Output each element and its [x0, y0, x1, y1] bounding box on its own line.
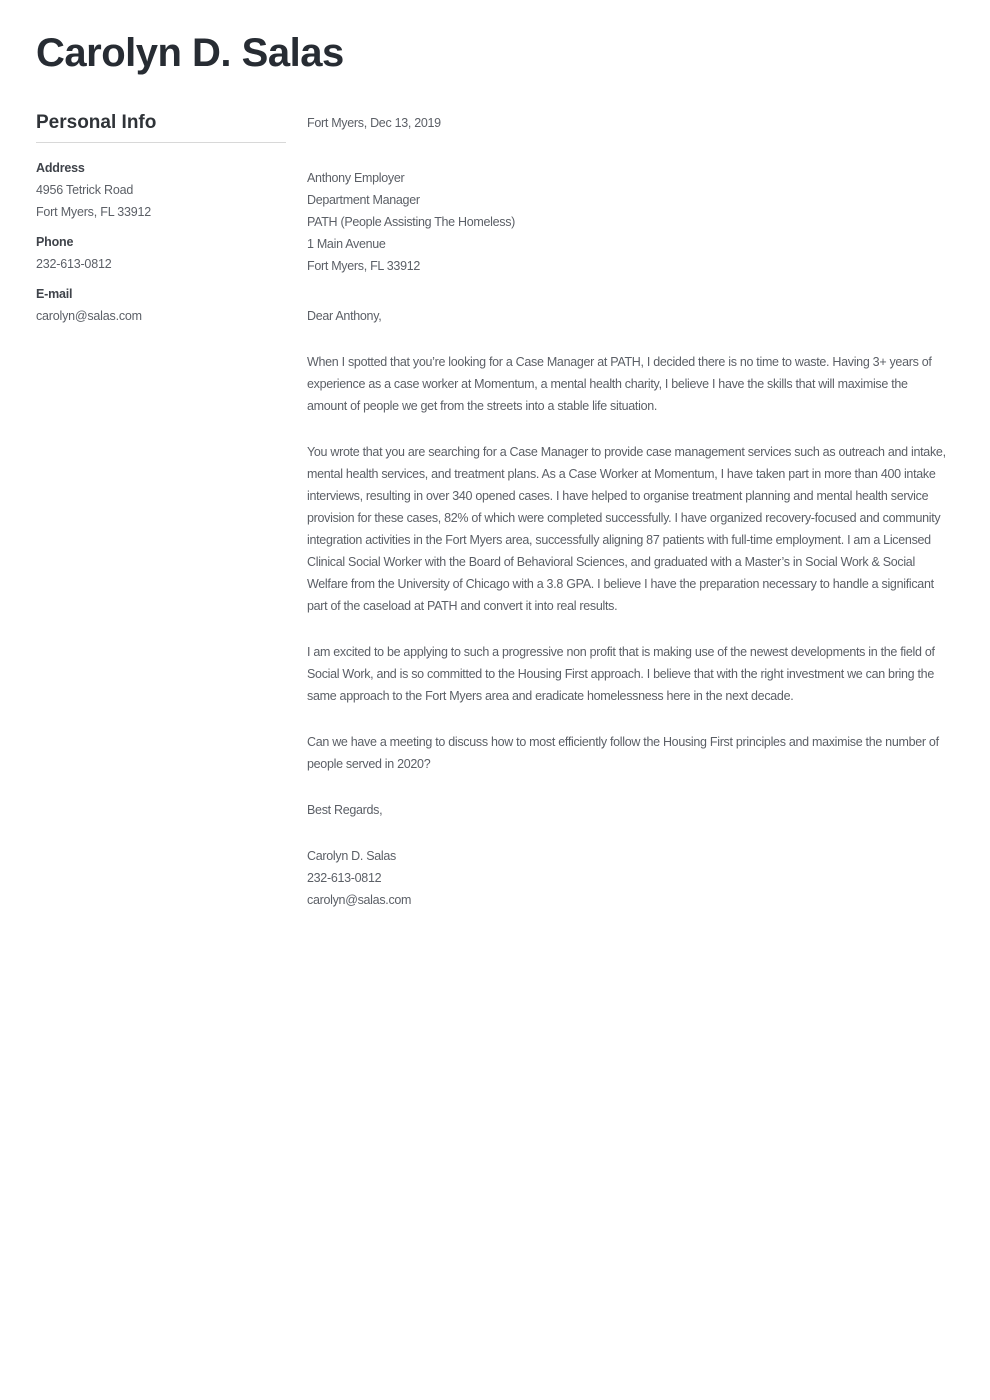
letter-date: Fort Myers, Dec 13, 2019 [307, 116, 441, 130]
recipient-name: Anthony Employer [307, 171, 405, 185]
signature-name: Carolyn D. Salas [307, 849, 396, 863]
signature-phone: 232-613-0812 [307, 871, 382, 885]
letter-body [307, 112, 950, 911]
recipient-company: PATH (People Assisting The Homeless) [307, 215, 516, 229]
phone-label: Phone [36, 235, 74, 249]
address-line-1: 4956 Tetrick Road [36, 183, 134, 197]
recipient-title: Department Manager [307, 193, 420, 207]
address-label: Address [36, 161, 85, 175]
closing: Best Regards, [307, 803, 383, 817]
phone-value: 232-613-0812 [36, 257, 112, 271]
signature-email: carolyn@salas.com [307, 893, 412, 907]
recipient-street: 1 Main Avenue [307, 237, 386, 251]
signature-block [307, 845, 950, 911]
page-title: Carolyn D. Salas [36, 31, 344, 75]
recipient-block [307, 167, 950, 277]
content-columns [36, 112, 950, 911]
letter-paragraph-1: When I spotted that you’re looking for a Case Manager at PATH, I decided there is no time to waste. Having 3+ years of experience as a case worker at Momentum, a mental health charity, I believe I have the skills that will maximise the amount of people we get from the streets into a stable life situation. [307, 355, 932, 413]
letter-paragraph-3: I am excited to be applying to such a progressive non profit that is making use of the newest developments in the field of Social Work, and is so committed to the Housing First approach. I believe that with the right investment we can bring the same approach to the Fort Myers area and eradicate homelessness here in the next decade. [307, 645, 935, 703]
address-line-2: Fort Myers, FL 33912 [36, 205, 152, 219]
email-label: E-mail [36, 287, 73, 301]
personal-info-sidebar [36, 112, 286, 327]
sidebar-heading: Personal Info [36, 112, 286, 143]
letter-paragraph-4: Can we have a meeting to discuss how to most efficiently follow the Housing First principles and maximise the number of people served in 2020? [307, 735, 939, 771]
sidebar-section-phone [36, 231, 286, 275]
recipient-city: Fort Myers, FL 33912 [307, 259, 421, 273]
letter-paragraph-2: You wrote that you are searching for a Case Manager to provide case management services such as outreach and intake, mental health services, and treatment plans. As a Case Worker at Momentum, I have taken part in more than 400 intake interviews, resulting in over 340 opened cases. I have helped to organise treatment planning and mental health service provision for these cases, 82% of which were completed successfully. I have organized recovery-focused and community integration activities in the Fort Myers area, successfully aligning 87 patients with full-time employment. I am a Licensed Clinical Social Worker with the Board of Behavioral Sciences, and graduated with a Master’s in Social Work & Social Welfare from the University of Chicago with a 3.8 GPA. I believe I have the preparation necessary to handle a significant part of the caseload at PATH and convert it into real results. [307, 445, 946, 613]
salutation: Dear Anthony, [307, 309, 382, 323]
email-value: carolyn@salas.com [36, 309, 142, 323]
sidebar-section-address [36, 157, 286, 223]
sidebar-section-email [36, 283, 286, 327]
